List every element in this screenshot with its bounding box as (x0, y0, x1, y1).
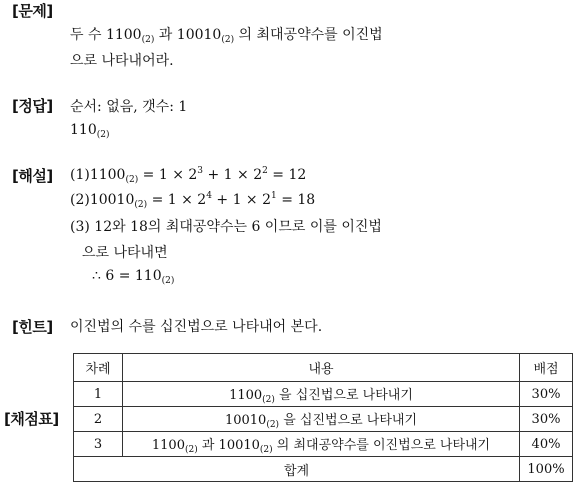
row-content: $1100_{(2)}$ 과 $10010_{(2)}$ 의 최대공약수를 이진법으로 나타내기 (123, 432, 520, 457)
answer-value: $110_{(2)}$ (70, 122, 110, 140)
row-score: 30% (520, 407, 573, 432)
solution-step-1: $(1)1100_{(2)} = 1 \times 2^3 + 1 \times 2^2 = 12$ (70, 166, 307, 185)
hint-text: 이진법의 수를 십진법으로 나타내어 본다. (70, 319, 323, 335)
rubric-table (73, 353, 573, 482)
rubric-row (74, 432, 573, 457)
row-score: 40% (520, 432, 573, 457)
header-order: 차례 (74, 354, 123, 382)
solution-label: [해설] (12, 167, 53, 185)
solution-step-3a: (3) 12와 18의 최대공약수는 6 이므로 이를 이진법 (70, 219, 382, 235)
total-label: 합계 (74, 457, 520, 482)
rubric-row (74, 382, 573, 407)
problem-line-1: 두 수 $1100_{(2)}$ 과 $10010_{(2)}$ 의 최대공약수를 이진법 (70, 27, 383, 45)
total-score: 100% (520, 457, 573, 482)
problem-label: [문제] (12, 2, 53, 20)
rubric-row (74, 407, 573, 432)
answer-label: [정답] (12, 97, 53, 115)
header-score: 배점 (520, 354, 573, 382)
solution-conclusion: ∴ $6 = 110_{(2)}$ (92, 268, 175, 286)
problem-line-2: 으로 나타내어라. (70, 53, 174, 69)
solution-step-2: $(2)10010_{(2)} = 1 \times 2^4 + 1 \times 2^1 = 18$ (70, 191, 316, 210)
rubric-header-row (74, 354, 573, 382)
solution-step-3b: 으로 나타내면 (82, 245, 168, 261)
row-number: 2 (74, 407, 123, 432)
row-number: 3 (74, 432, 123, 457)
rubric-label: [채점표] (4, 410, 59, 428)
row-number: 1 (74, 382, 123, 407)
hint-label: [힌트] (12, 318, 53, 336)
row-content: $1100_{(2)}$ 을 십진법으로 나타내기 (123, 382, 520, 407)
row-score: 30% (520, 382, 573, 407)
row-content: $10010_{(2)}$ 을 십진법으로 나타내기 (123, 407, 520, 432)
answer-line-1: 순서: 없음, 갯수: 1 (70, 99, 188, 115)
rubric-total-row (74, 457, 573, 482)
header-content: 내용 (123, 354, 520, 382)
